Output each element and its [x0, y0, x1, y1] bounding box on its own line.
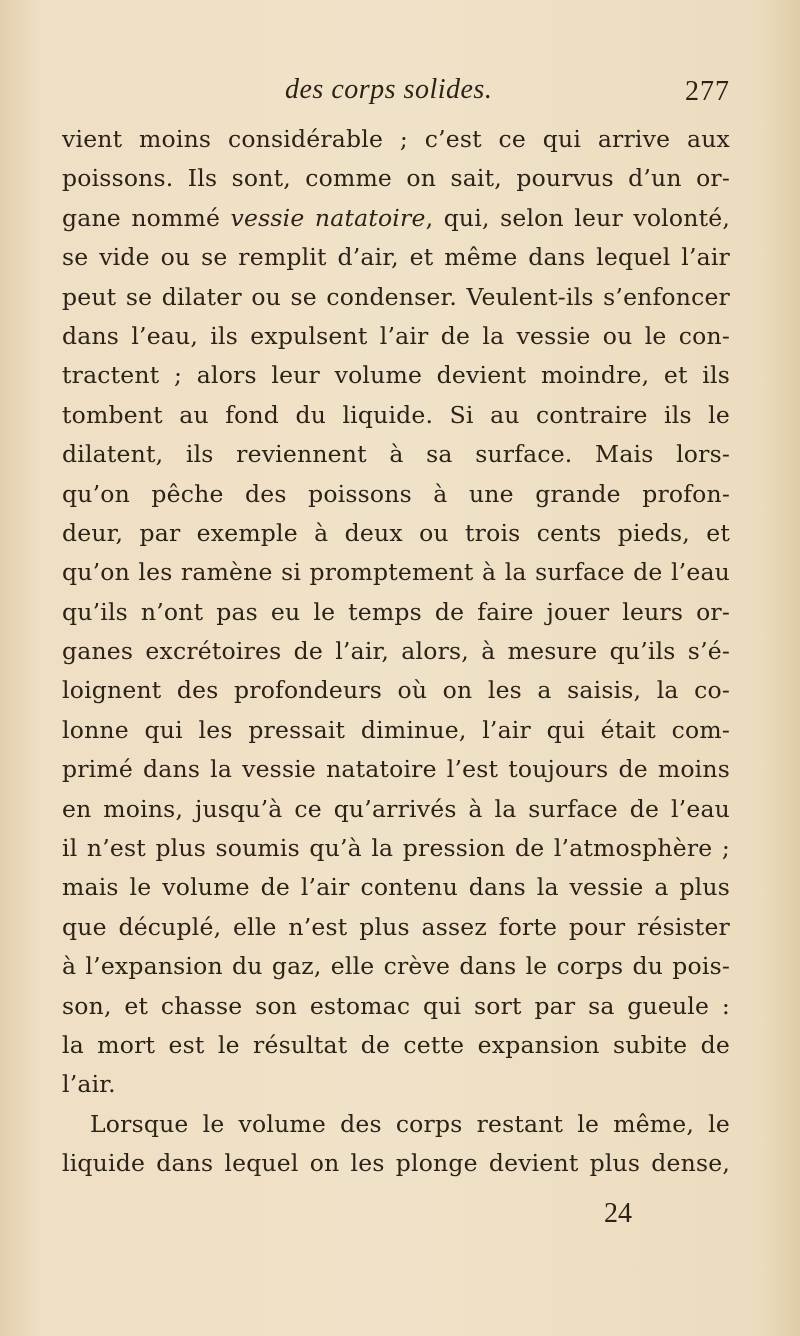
text-line: ganes excrétoires de l’air, alors, à mesure qu’ils s’é-	[62, 637, 730, 666]
text-line: tombent au fond du liquide. Si au contraire ils le	[62, 400, 730, 429]
text-line: qu’ils n’ont pas eu le temps de faire jouer leurs or-	[62, 597, 730, 626]
text-line: qu’on les ramène si promptement à la surface de l’eau	[62, 558, 730, 587]
running-title: des corps solides.	[285, 74, 493, 105]
italic-term: vessie natatoire	[230, 203, 426, 232]
text-line: mais le volume de l’air contenu dans la vessie a plus	[62, 873, 730, 902]
text-line: dans l’eau, ils expulsent l’air de la vessie ou le con-	[62, 321, 730, 350]
text-line: à l’expansion du gaz, elle crève dans le corps du pois-	[62, 952, 730, 981]
text-line: liquide dans lequel on les plonge devient plus dense,	[62, 1149, 730, 1178]
text-line: tractent ; alors leur volume devient moindre, et ils	[62, 361, 730, 390]
text-line: Lorsque le volume des corps restant le même, le	[90, 1109, 730, 1138]
text-fragment: gane nommé	[62, 203, 231, 232]
text-line: primé dans la vessie natatoire l’est toujours de moins	[62, 755, 730, 784]
text-line: dilatent, ils reviennent à sa surface. Mais lors-	[62, 440, 730, 469]
text-line-with-italic	[62, 199, 730, 238]
text-line: l’air.	[62, 1070, 116, 1099]
text-line: lonne qui les pressait diminue, l’air qui était com-	[62, 715, 730, 744]
body-text	[62, 120, 730, 1184]
signature-mark: 24	[604, 1198, 632, 1229]
text-line: la mort est le résultat de cette expansion subite de	[62, 1030, 730, 1059]
text-line: se vide ou se remplit d’air, et même dans lequel l’air	[62, 243, 730, 272]
text-line: que décuplé, elle n’est plus assez forte pour résister	[62, 912, 730, 941]
text-line: poissons. Ils sont, comme on sait, pourvus d’un or-	[62, 164, 730, 193]
text-line: en moins, jusqu’à ce qu’arrivés à la surface de l’eau	[62, 794, 730, 823]
text-line: deur, par exemple à deux ou trois cents pieds, et	[62, 518, 730, 547]
text-line: vient moins considérable ; c’est ce qui arrive aux	[62, 125, 730, 153]
text-line: son, et chasse son estomac qui sort par sa gueule :	[62, 991, 730, 1020]
text-fragment: , qui, selon leur volonté,	[425, 203, 730, 232]
text-line: qu’on pêche des poissons à une grande profon-	[62, 479, 730, 508]
text-line: peut se dilater ou se condenser. Veulent-ils s’enfoncer	[62, 282, 730, 311]
running-head	[0, 74, 800, 114]
text-line: il n’est plus soumis qu’à la pression de l’atmosphère ;	[62, 834, 730, 863]
page-number: 277	[685, 76, 730, 107]
text-line: loignent des profondeurs où on les a saisis, la co-	[62, 676, 730, 705]
